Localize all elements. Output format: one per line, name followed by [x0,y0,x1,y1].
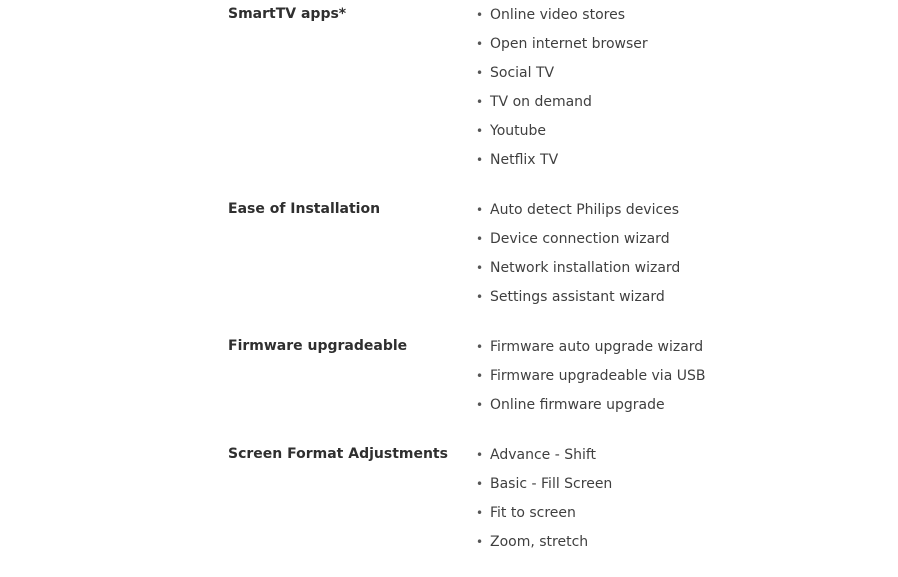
spec-item [476,253,788,282]
spec-item-text: Online firmware upgrade [490,396,665,413]
bullet-icon: • [476,94,484,109]
spec-item [476,29,788,58]
bullet-icon: • [476,123,484,138]
spec-item [476,498,788,527]
bullet-icon: • [476,534,484,549]
bullet-icon: • [476,152,484,167]
spec-item [476,58,788,87]
spec-values [476,332,788,419]
spec-item-text: Netflix TV [490,151,559,168]
spec-item-text: Firmware auto upgrade wizard [490,338,704,355]
spec-item [476,469,788,498]
spec-item-text: Device connection wizard [490,230,670,247]
spec-item-text: Social TV [490,64,555,81]
spec-group-ease-of-installation [228,195,788,311]
bullet-icon: • [476,339,484,354]
spec-item [476,361,788,390]
bullet-icon: • [476,505,484,520]
bullet-icon: • [476,476,484,491]
spec-group-smarttv-apps [228,0,788,174]
spec-item [476,440,788,469]
spec-item [476,527,788,556]
spec-item-text: Settings assistant wizard [490,288,665,305]
spec-values [476,0,788,174]
spec-item-text: Fit to screen [490,504,576,521]
spec-item-text: Network installation wizard [490,259,681,276]
spec-item [476,0,788,29]
spec-item-text: Advance - Shift [490,446,597,463]
spec-item [476,332,788,361]
bullet-icon: • [476,231,484,246]
bullet-icon: • [476,202,484,217]
spec-item-text: Online video stores [490,6,626,23]
specifications-list [228,0,788,577]
spec-label: SmartTV apps* [228,6,347,22]
spec-item [476,87,788,116]
bullet-icon: • [476,447,484,462]
spec-item [476,145,788,174]
bullet-icon: • [476,7,484,22]
bullet-icon: • [476,65,484,80]
bullet-icon: • [476,260,484,275]
spec-item-text: Youtube [490,122,546,139]
spec-item [476,224,788,253]
spec-label: Ease of Installation [228,201,381,217]
spec-item-text: Open internet browser [490,35,648,52]
spec-group-screen-format-adjustments [228,440,788,556]
spec-item [476,282,788,311]
spec-label: Firmware upgradeable [228,338,408,354]
bullet-icon: • [476,36,484,51]
spec-group-firmware-upgradeable [228,332,788,419]
spec-label: Screen Format Adjustments [228,446,448,462]
spec-item-text: Basic - Fill Screen [490,475,613,492]
spec-item [476,195,788,224]
spec-item [476,116,788,145]
spec-item-text: Zoom, stretch [490,533,589,550]
spec-values [476,195,788,311]
bullet-icon: • [476,289,484,304]
spec-item-text: Auto detect Philips devices [490,201,680,218]
spec-item-text: Firmware upgradeable via USB [490,367,706,384]
spec-item [476,390,788,419]
bullet-icon: • [476,368,484,383]
bullet-icon: • [476,397,484,412]
spec-item-text: TV on demand [490,93,592,110]
spec-values [476,440,788,556]
